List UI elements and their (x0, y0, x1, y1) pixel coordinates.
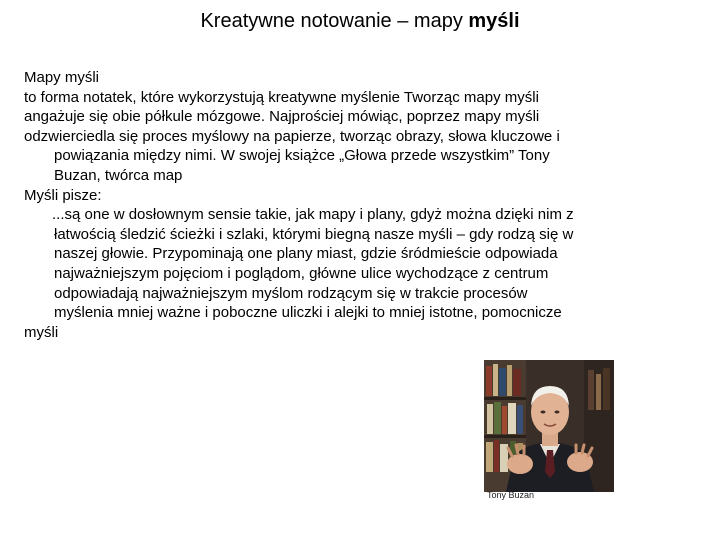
body-line: powiązania między nimi. W swojej książce „Głowa przede wszystkim” Tony (54, 147, 550, 165)
body-line: myśli (24, 323, 59, 341)
body-line: Myśli pisze: (24, 186, 102, 204)
quote-line: myślenia mniej ważne i poboczne uliczki i alejki to mniej istotne, pomocnicze (54, 304, 562, 322)
portrait-illustration (484, 360, 614, 492)
quote-line: naszej głowie. Przypominają one plany miast, gdzie śródmieście odpowiada (54, 245, 558, 263)
body-line: Buzan, twórca map (54, 166, 183, 184)
quote-line: ...są one w dosłownym sensie takie, jak mapy i plany, gdyż można dzięki nim z (52, 206, 574, 224)
body-line: to forma notatek, które wykorzystują kreatywne myślenie Tworząc mapy myśli (24, 88, 539, 106)
portrait-photo (484, 360, 614, 492)
body-text (24, 68, 704, 342)
body-line: Mapy myśli (24, 69, 100, 86)
title-bold-word: myśli (468, 10, 520, 32)
quote-line: odpowiadają najważniejszym myślom rodzącym się w trakcie procesów (54, 284, 528, 302)
title-text: Kreatywne notowanie – mapy (200, 10, 469, 32)
quote-line: najważniejszym pojęciom i poglądom, główne ulice wychodzące z centrum (54, 264, 549, 282)
quote-line: łatwością śledzić ścieżki i szlaki, którymi biegną nasze myśli – gdy rodzą się w (54, 225, 574, 243)
body-line: angażuje się obie półkule mózgowe. Najprościej mówiąc, poprzez mapy myśli (24, 108, 540, 126)
photo-caption: Tony Buzan (487, 490, 535, 500)
body-line: odzwierciedla się proces myślowy na papierze, tworząc obrazy, słowa kluczowe i (24, 127, 560, 145)
slide-title (0, 8, 720, 34)
